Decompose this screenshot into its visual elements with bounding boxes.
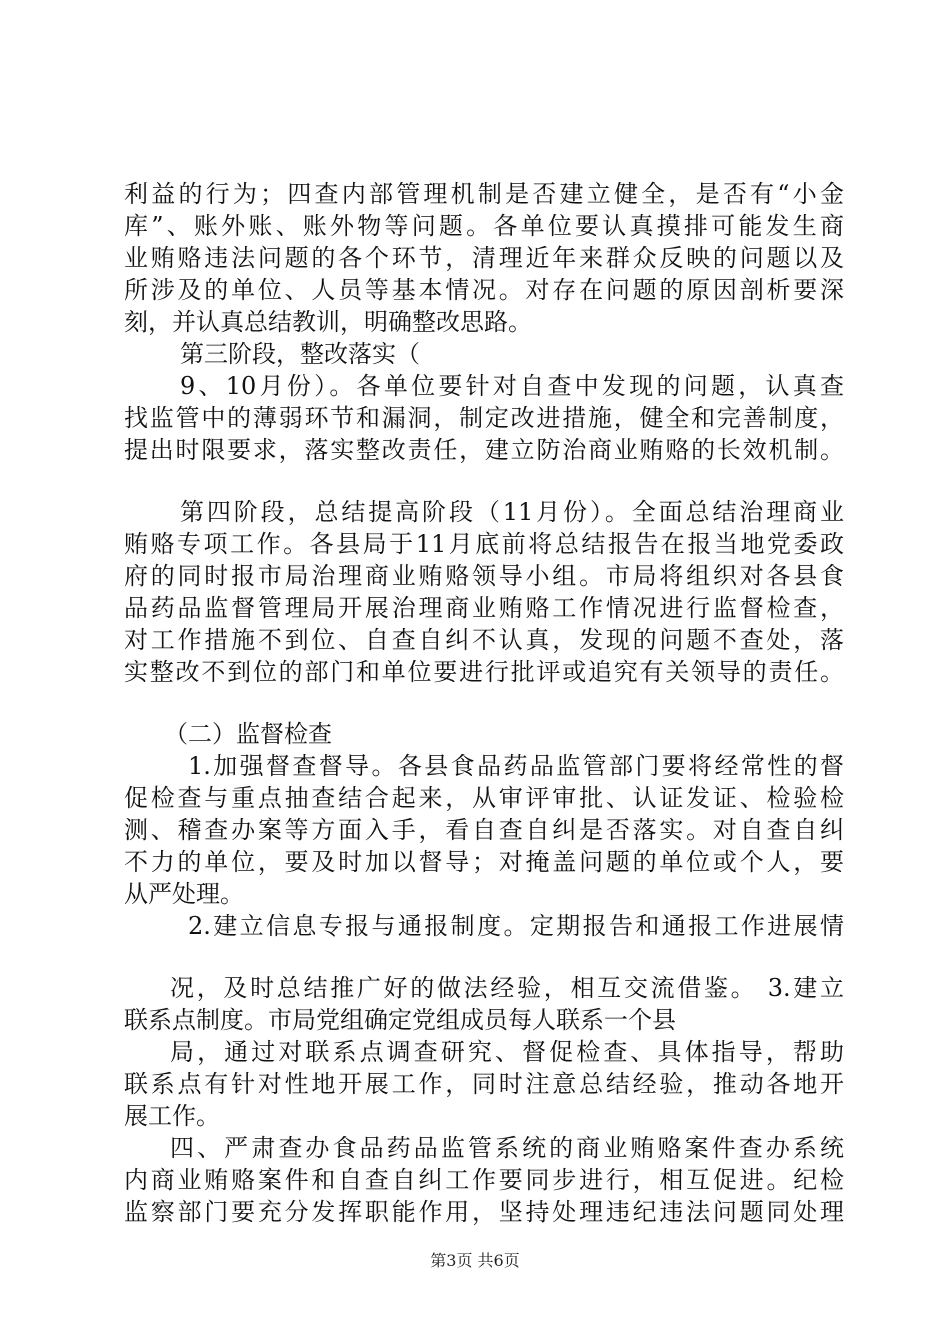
stage-three-heading: 第三阶段，整改落实（ [180, 340, 420, 368]
text-line: 品药品监督管理局开展治理商业贿赂工作情况进行监督检查， [124, 594, 844, 622]
text-line: 9、10月份）。各单位要针对自查中发现的问题，认真查 [180, 372, 844, 400]
text-line: 联系点有针对性地开展工作，同时注意总结经验，推动各地开 [124, 1070, 844, 1098]
text-line: 库”、账外账、账外物等问题。各单位要认真摸排可能发生商 [124, 212, 844, 240]
text-line: 所涉及的单位、人员等基本情况。对存在问题的原因剖析要深 [124, 276, 844, 304]
text-line: 找监管中的薄弱环节和漏洞，制定改进措施，健全和完善制度， [124, 404, 844, 432]
text-line: 况，及时总结推广好的做法经验，相互交流借鉴。 3.建立 [170, 974, 844, 1002]
section-heading-supervision: （二）监督检查 [164, 720, 332, 748]
text-line: 提出时限要求，落实整改责任，建立防治商业贿赂的长效机制。 [124, 436, 844, 464]
text-line: 联系点制度。市局党组确定党组成员每人联系一个县 [124, 1006, 676, 1034]
document-body [124, 178, 844, 1228]
text-line: 业贿赂违法问题的各个环节，清理近年来群众反映的问题以及 [124, 244, 844, 272]
paragraph-stage-four [124, 496, 844, 688]
paragraph-supervision [124, 750, 844, 910]
page-number-footer: 第3页 共6页 [430, 1251, 520, 1270]
text-line: 贿赂专项工作。各县局于11月底前将总结报告在报当地党委政 [124, 530, 844, 558]
text-line: 1.加强督查督导。各县食品药品监管部门要将经常性的督 [188, 752, 844, 780]
text-line: 不力的单位，要及时加以督导；对掩盖问题的单位或个人，要 [124, 848, 844, 876]
text-line: 测、稽查办案等方面入手，看自查自纠是否落实。对自查自纠 [124, 816, 844, 844]
text-line: 利益的行为；四查内部管理机制是否建立健全，是否有“小金 [124, 180, 844, 208]
text-line: 四、严肃查办食品药品监管系统的商业贿赂案件查办系统 [170, 1134, 844, 1162]
text-line: 府的同时报市局治理商业贿赂领导小组。市局将组织对各县食 [124, 562, 844, 590]
paragraph-gap [124, 688, 844, 718]
paragraph-stage-three [124, 370, 844, 466]
text-line: 对工作措施不到位、自查自纠不认真，发现的问题不查处，落 [124, 626, 844, 654]
text-line: 监察部门要充分发挥职能作用，坚持处理违纪违法问题同处理 [124, 1198, 844, 1226]
paragraph-reporting-system: 2.建立信息专报与通报制度。定期报告和通报工作进展情 [188, 912, 844, 940]
paragraph-gap [124, 942, 844, 972]
text-line: 局，通过对联系点调查研究、督促检查、具体指导，帮助 [170, 1038, 844, 1066]
paragraph-case-handling [124, 1132, 844, 1228]
paragraph-gap [124, 466, 844, 496]
text-line: 从严处理。 [124, 880, 244, 908]
text-line: 促检查与重点抽查结合起来，从审评审批、认证发证、检验检 [124, 784, 844, 812]
text-line: 刻，并认真总结教训，明确整改思路。 [124, 308, 532, 336]
paragraph-self-check [124, 178, 844, 338]
text-line: 内商业贿赂案件和自查自纠工作要同步进行，相互促进。纪检 [124, 1166, 844, 1194]
text-line: 第四阶段，总结提高阶段（11月份）。全面总结治理商业 [180, 498, 844, 526]
paragraph-contact-work [124, 1036, 844, 1132]
text-line: 展工作。 [124, 1102, 220, 1130]
text-line: 实整改不到位的部门和单位要进行批评或追究有关领导的责任。 [124, 658, 844, 686]
paragraph-contact-points [124, 972, 844, 1036]
